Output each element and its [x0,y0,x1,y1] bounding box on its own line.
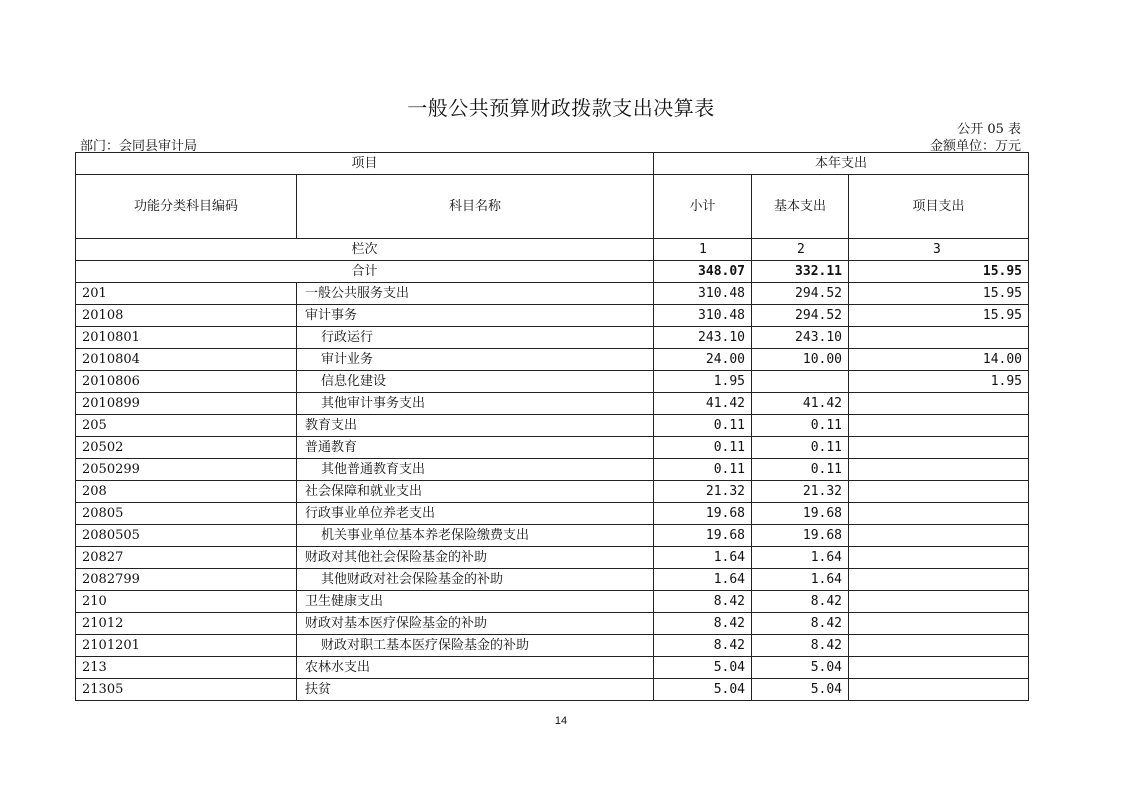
row-subtotal: 8.42 [654,613,752,635]
row-basic: 8.42 [752,591,849,613]
row-project [849,657,1029,679]
row-name: 其他财政对社会保险基金的补助 [297,569,654,591]
column-index-label: 栏次 [76,239,654,261]
row-name: 农林水支出 [297,657,654,679]
row-name: 普通教育 [297,437,654,459]
table-row [76,283,1029,305]
row-code: 2080505 [76,525,297,547]
column-index-row [76,239,1029,261]
row-subtotal: 1.64 [654,547,752,569]
row-basic: 10.00 [752,349,849,371]
row-name: 社会保障和就业支出 [297,481,654,503]
row-basic [752,371,849,393]
row-project [849,415,1029,437]
row-name: 其他普通教育支出 [297,459,654,481]
row-basic: 1.64 [752,569,849,591]
row-code: 2050299 [76,459,297,481]
row-code: 2101201 [76,635,297,657]
table-row [76,349,1029,371]
table-number: 公开 05 表 [957,122,1021,137]
row-basic: 8.42 [752,635,849,657]
table-row [76,305,1029,327]
table-row [76,657,1029,679]
row-project: 14.00 [849,349,1029,371]
row-project: 15.95 [849,305,1029,327]
row-code: 2010804 [76,349,297,371]
table-row [76,503,1029,525]
table-row [76,327,1029,349]
row-project [849,437,1029,459]
row-code: 2010801 [76,327,297,349]
row-code: 208 [76,481,297,503]
row-basic: 19.68 [752,503,849,525]
row-name: 行政运行 [297,327,654,349]
row-name: 卫生健康支出 [297,591,654,613]
table-row [76,459,1029,481]
row-name: 其他审计事务支出 [297,393,654,415]
header-project: 项目 [76,153,654,175]
table-row [76,481,1029,503]
row-name: 审计事务 [297,305,654,327]
total-label: 合计 [76,261,654,283]
row-project: 1.95 [849,371,1029,393]
row-name: 行政事业单位养老支出 [297,503,654,525]
row-basic: 5.04 [752,679,849,701]
total-basic: 332.11 [752,261,849,283]
row-name: 教育支出 [297,415,654,437]
row-name: 财政对职工基本医疗保险基金的补助 [297,635,654,657]
row-code: 205 [76,415,297,437]
row-project [849,525,1029,547]
row-code: 20108 [76,305,297,327]
table-row [76,371,1029,393]
header-row-2 [76,175,1029,239]
row-subtotal: 1.95 [654,371,752,393]
row-basic: 0.11 [752,459,849,481]
row-name: 一般公共服务支出 [297,283,654,305]
table-row [76,679,1029,701]
header-project-expense: 项目支出 [849,175,1029,239]
row-basic: 294.52 [752,283,849,305]
row-project [849,613,1029,635]
table-row [76,525,1029,547]
row-basic: 19.68 [752,525,849,547]
row-basic: 21.32 [752,481,849,503]
row-project [849,503,1029,525]
row-subtotal: 5.04 [654,679,752,701]
row-subtotal: 24.00 [654,349,752,371]
row-subtotal: 0.11 [654,437,752,459]
total-subtotal: 348.07 [654,261,752,283]
row-subtotal: 8.42 [654,591,752,613]
row-code: 2010899 [76,393,297,415]
page-title: 一般公共预算财政拨款支出决算表 [407,96,715,120]
unit-label: 金额单位：万元 [929,139,1021,154]
table-row [76,437,1029,459]
row-name: 审计业务 [297,349,654,371]
column-index-2: 2 [752,239,849,261]
row-code: 2010806 [76,371,297,393]
row-code: 201 [76,283,297,305]
row-project [849,459,1029,481]
row-project [849,547,1029,569]
row-name: 财政对基本医疗保险基金的补助 [297,613,654,635]
table-row [76,415,1029,437]
page-number: 14 [554,715,568,727]
row-project [849,679,1029,701]
row-name: 机关事业单位基本养老保险缴费支出 [297,525,654,547]
row-code: 210 [76,591,297,613]
row-project [849,393,1029,415]
header-basic: 基本支出 [752,175,849,239]
row-name: 信息化建设 [297,371,654,393]
row-basic: 243.10 [752,327,849,349]
row-project [849,569,1029,591]
row-code: 21305 [76,679,297,701]
row-subtotal: 243.10 [654,327,752,349]
budget-table [75,152,1029,701]
header-row-1 [76,153,1029,175]
row-basic: 294.52 [752,305,849,327]
row-subtotal: 0.11 [654,459,752,481]
row-code: 21012 [76,613,297,635]
row-subtotal: 5.04 [654,657,752,679]
column-index-3: 3 [849,239,1029,261]
table-row [76,613,1029,635]
row-basic: 1.64 [752,547,849,569]
column-index-1: 1 [654,239,752,261]
header-code: 功能分类科目编码 [76,175,297,239]
row-basic: 0.11 [752,437,849,459]
row-subtotal: 19.68 [654,525,752,547]
row-subtotal: 310.48 [654,283,752,305]
total-row [76,261,1029,283]
row-project [849,327,1029,349]
table-row [76,393,1029,415]
row-project: 15.95 [849,283,1029,305]
header-subtotal: 小计 [654,175,752,239]
row-basic: 41.42 [752,393,849,415]
header-current-year-expense: 本年支出 [654,153,1029,175]
row-project [849,635,1029,657]
row-name: 扶贫 [297,679,654,701]
row-basic: 5.04 [752,657,849,679]
row-subtotal: 8.42 [654,635,752,657]
row-subtotal: 19.68 [654,503,752,525]
row-subtotal: 1.64 [654,569,752,591]
table-row [76,635,1029,657]
row-basic: 0.11 [752,415,849,437]
row-basic: 8.42 [752,613,849,635]
row-code: 20805 [76,503,297,525]
row-project [849,481,1029,503]
row-code: 20827 [76,547,297,569]
row-subtotal: 310.48 [654,305,752,327]
row-code: 2082799 [76,569,297,591]
row-subtotal: 0.11 [654,415,752,437]
department-label: 部门：会同县审计局 [80,139,198,154]
row-subtotal: 21.32 [654,481,752,503]
row-code: 213 [76,657,297,679]
row-subtotal: 41.42 [654,393,752,415]
table-row [76,591,1029,613]
row-code: 20502 [76,437,297,459]
total-project: 15.95 [849,261,1029,283]
table-row [76,547,1029,569]
row-name: 财政对其他社会保险基金的补助 [297,547,654,569]
header-name: 科目名称 [297,175,654,239]
table-row [76,569,1029,591]
row-project [849,591,1029,613]
